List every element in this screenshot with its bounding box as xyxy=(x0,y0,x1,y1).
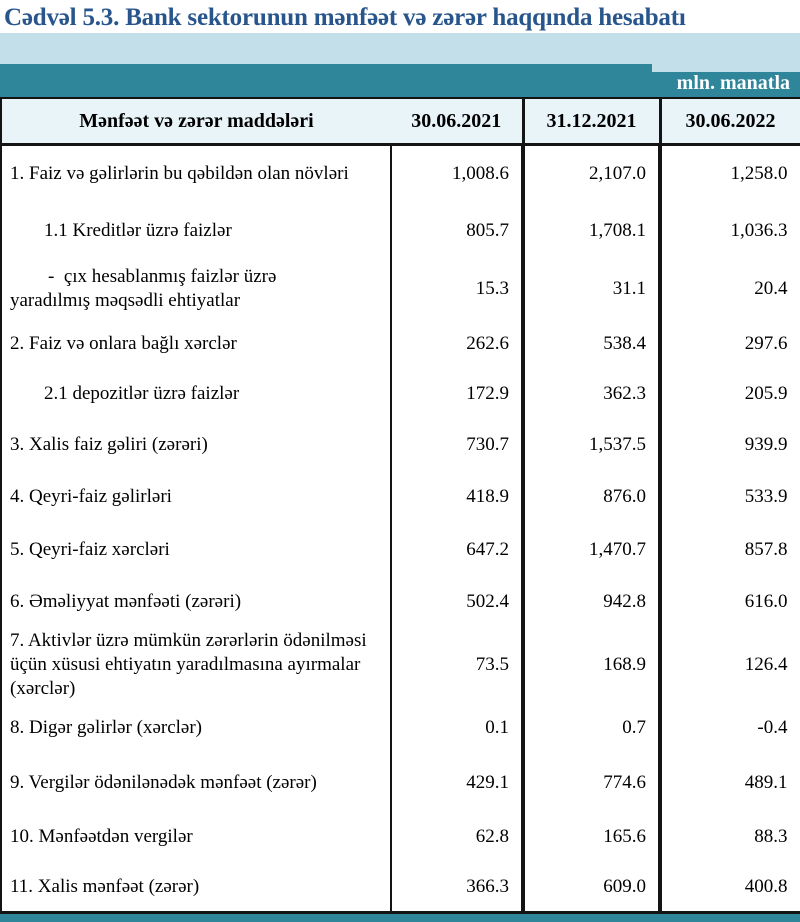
row-label xyxy=(1,471,391,524)
table-row xyxy=(1,576,800,629)
value-cell: 297.6 xyxy=(744,333,788,354)
row-label-line: 6. Əməliyyat mənfəəti (zərəri) xyxy=(10,591,242,612)
row-label-line: - çıx hesablanmış faizlər üzrə xyxy=(48,266,277,287)
table-row xyxy=(1,864,800,913)
value-cell: 262.6 xyxy=(391,320,523,369)
table-row xyxy=(1,320,800,369)
value-cell: 366.3 xyxy=(391,864,523,913)
value-cell: 939.9 xyxy=(744,434,788,455)
value-cell: 15.3 xyxy=(391,259,523,320)
row-label-line: (xərclər) xyxy=(10,677,76,699)
row-label xyxy=(1,203,391,259)
row-label xyxy=(1,811,391,864)
col-header-date-2022-06: 30.06.2022 xyxy=(660,98,800,145)
row-label xyxy=(1,524,391,576)
value-cell: 165.6 xyxy=(523,811,660,864)
row-label-line: 7. Aktivlər üzrə mümkün zərərlərin ödənilməsi xyxy=(10,629,367,651)
table-header xyxy=(1,98,800,145)
row-label xyxy=(1,369,391,420)
value-cell: 1,708.1 xyxy=(523,203,660,259)
col-header-items: Mənfəət və zərər maddələri xyxy=(1,98,391,145)
table-row xyxy=(1,701,800,756)
decorative-band-light xyxy=(0,33,800,64)
value-cell: 1,008.6 xyxy=(391,145,523,203)
value-cell: -0.4 xyxy=(757,717,788,738)
value-cell: 168.9 xyxy=(523,629,660,701)
value-cell: 172.9 xyxy=(391,369,523,420)
value-cell: 62.8 xyxy=(391,811,523,864)
row-label-line: 1. Faiz və gəlirlərin bu qəbildən olan növləri xyxy=(10,163,349,185)
value-cell: 1,036.3 xyxy=(730,219,788,241)
value-cell: 774.6 xyxy=(523,756,660,811)
decorative-band-bottom xyxy=(0,914,800,922)
table-row xyxy=(1,259,800,320)
value-cell: 400.8 xyxy=(744,876,788,897)
value-cell: 0.7 xyxy=(523,701,660,756)
value-cell: 616.0 xyxy=(744,591,788,612)
value-cell: 647.2 xyxy=(391,524,523,576)
row-label xyxy=(1,420,391,471)
row-label xyxy=(1,701,391,756)
table-row xyxy=(1,203,800,259)
table-row xyxy=(1,629,800,701)
table-row xyxy=(1,811,800,864)
row-label-line: 3. Xalis faiz gəliri (zərəri) xyxy=(10,434,208,455)
col-header-date-2021-06: 30.06.2021 xyxy=(391,98,523,145)
table-row xyxy=(1,524,800,576)
value-cell: 31.1 xyxy=(523,259,660,320)
value-cell: 126.4 xyxy=(744,653,788,675)
table-row xyxy=(1,420,800,471)
value-cell: 942.8 xyxy=(523,576,660,629)
row-label-line: 10. Mənfəətdən vergilər xyxy=(10,826,193,847)
value-cell: 205.9 xyxy=(744,383,788,404)
row-label-line: yaradılmış məqsədli ehtiyatlar xyxy=(10,290,241,311)
value-cell: 73.5 xyxy=(391,629,523,701)
value-cell: 502.4 xyxy=(391,576,523,629)
row-label-line: 5. Qeyri-faiz xərcləri xyxy=(10,538,170,560)
value-cell: 0.1 xyxy=(391,701,523,756)
row-label xyxy=(1,756,391,811)
row-label xyxy=(1,576,391,629)
table-body xyxy=(1,145,800,913)
value-cell: 20.4 xyxy=(754,278,788,299)
value-cell: 88.3 xyxy=(754,826,788,847)
page-title: Cədvəl 5.3. Bank sektorunun mənfəət və zərər haqqında hesabatı xyxy=(4,4,686,31)
value-cell: 533.9 xyxy=(744,486,788,507)
value-cell: 362.3 xyxy=(523,369,660,420)
row-label-line: 2.1 depozitlər üzrə faizlər xyxy=(44,383,240,404)
value-cell: 489.1 xyxy=(744,772,788,793)
row-label-line: 11. Xalis mənfəət (zərər) xyxy=(10,876,200,897)
row-label-line: üçün xüsusi ehtiyatın yaradılmasına ayırmalar xyxy=(10,653,361,675)
value-cell: 418.9 xyxy=(391,471,523,524)
row-label xyxy=(1,145,391,203)
row-label xyxy=(1,320,391,369)
table-row xyxy=(1,756,800,811)
value-cell: 2,107.0 xyxy=(523,145,660,203)
col-header-date-2021-12: 31.12.2021 xyxy=(523,98,660,145)
row-label-line: 4. Qeyri-faiz gəlirləri xyxy=(10,486,172,507)
value-cell: 1,470.7 xyxy=(523,524,660,576)
unit-label: mln. manatla xyxy=(676,72,790,94)
table-row xyxy=(1,471,800,524)
value-cell: 876.0 xyxy=(523,471,660,524)
value-cell: 857.8 xyxy=(744,538,788,560)
value-cell: 429.1 xyxy=(391,756,523,811)
row-label xyxy=(1,629,391,701)
table-row xyxy=(1,145,800,203)
value-cell: 609.0 xyxy=(523,864,660,913)
row-label xyxy=(1,864,391,913)
row-label-line: 2. Faiz və onlara bağlı xərclər xyxy=(10,333,237,354)
value-cell: 1,537.5 xyxy=(523,420,660,471)
table-row xyxy=(1,369,800,420)
value-cell: 538.4 xyxy=(523,320,660,369)
value-cell: 730.7 xyxy=(391,420,523,471)
table-header-row xyxy=(1,98,800,145)
row-label-line: 9. Vergilər ödənilənədək mənfəət (zərər) xyxy=(10,772,317,793)
row-label-line: 1.1 Kreditlər üzrə faizlər xyxy=(44,219,232,241)
row-label-line: 8. Digər gəlirlər (xərclər) xyxy=(10,717,203,738)
value-cell: 1,258.0 xyxy=(730,163,788,185)
row-label xyxy=(1,259,391,320)
profit-loss-table xyxy=(0,97,800,915)
value-cell: 805.7 xyxy=(391,203,523,259)
